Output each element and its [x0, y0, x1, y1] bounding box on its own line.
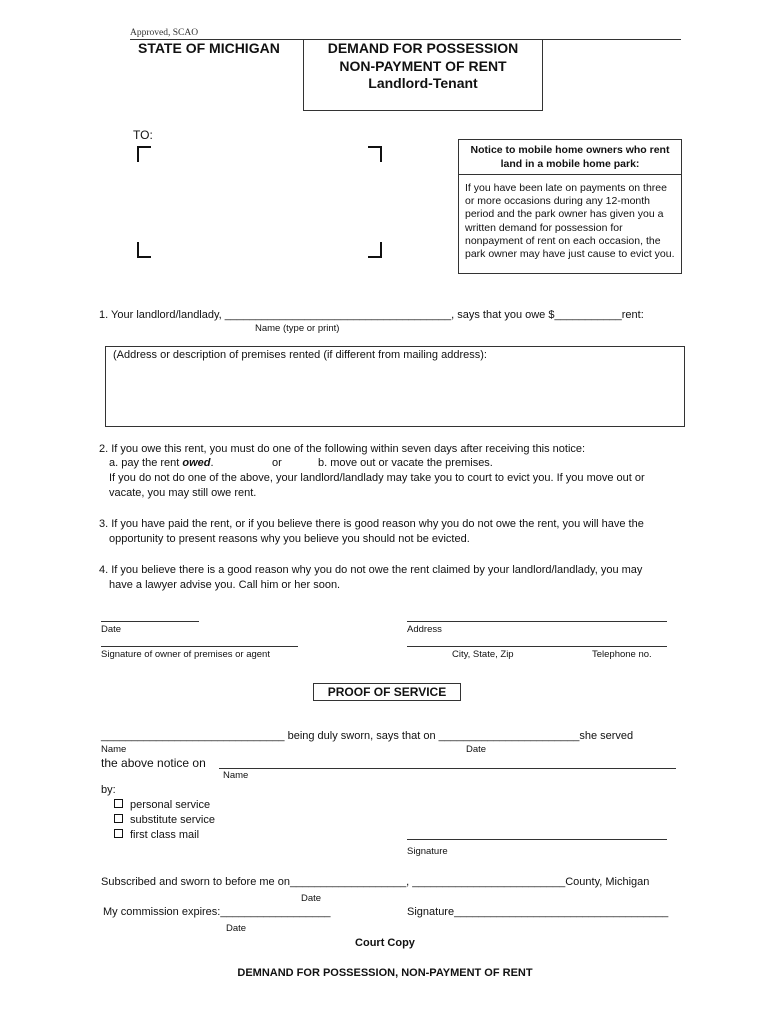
- telephone-caption: Telephone no.: [592, 649, 652, 660]
- header-bottom-rule: [303, 110, 543, 111]
- premises-address-box[interactable]: [105, 346, 685, 427]
- item2-line1: 2. If you owe this rent, you must do one of the following within seven days after receiving this notice:: [99, 443, 586, 455]
- premises-address-label: (Address or description of premises rented (if different from mailing address):: [113, 349, 487, 361]
- item4-line2: have a lawyer advise you. Call him or her soon.: [109, 579, 341, 591]
- item4-line1: 4. If you believe there is a good reason why you do not owe the rent claimed by your landlord/landlady, you may: [99, 564, 643, 576]
- address-window-corner-bl: [137, 242, 151, 258]
- server-signature-caption: Signature: [407, 846, 448, 857]
- method-label: first class mail: [130, 829, 200, 841]
- city-state-zip-caption: City, State, Zip: [452, 649, 514, 660]
- to-label: TO:: [133, 128, 153, 142]
- approval-note: Approved, SCAO: [130, 28, 199, 38]
- item2-line3: If you do not do one of the above, your landlord/landlady may take you to court to evict you. If you move out or: [109, 472, 645, 484]
- notice-divider: [459, 174, 681, 175]
- served-name-line[interactable]: [219, 768, 676, 769]
- court-copy-label: Court Copy: [355, 937, 415, 949]
- notice-body: If you have been late on payments on three or more occasions during any 12-month period and the park owner has given you a written demand for possession for nonpayment of rent on each occasion, the park owner may have just cause to evict you.: [465, 182, 675, 261]
- checkbox-icon[interactable]: [114, 814, 123, 823]
- above-notice-label: the above notice on: [101, 756, 206, 770]
- item2-line4: vacate, you may still owe rent.: [109, 487, 257, 499]
- commission-line: My commission expires:__________________: [103, 906, 331, 918]
- subscribed-date-caption: Date: [301, 893, 322, 904]
- server-signature-line[interactable]: [407, 839, 667, 840]
- form-title-line1: DEMAND FOR POSSESSION: [327, 40, 519, 56]
- form-title-line3: Landlord-Tenant: [368, 75, 478, 91]
- owner-signature-line[interactable]: [101, 646, 298, 647]
- method-first-class-mail[interactable]: [114, 829, 199, 841]
- address-window-corner-tl: [137, 146, 151, 162]
- item3-line1: 3. If you have paid the rent, or if you believe there is good reason why you do not owe the rent, you will have the: [99, 518, 644, 530]
- option-a-owed: owed: [182, 457, 211, 469]
- method-substitute-service[interactable]: [114, 814, 215, 826]
- address-window-corner-tr: [368, 146, 382, 162]
- state-label: STATE OF MICHIGAN: [138, 40, 280, 56]
- item3-line2: opportunity to present reasons why you believe you should not be evicted.: [109, 533, 470, 545]
- option-a-dot: .: [210, 457, 214, 469]
- notice-heading: Notice to mobile home owners who rent land in a mobile home park:: [470, 144, 670, 170]
- server-name-caption: Name: [101, 744, 127, 755]
- checkbox-icon[interactable]: [114, 799, 123, 808]
- item2-or: or: [272, 457, 282, 469]
- subscribed-line: Subscribed and sworn to before me on___________________, _________________________County, Michigan: [101, 876, 650, 888]
- form-title-line2: NON-PAYMENT OF RENT: [339, 58, 507, 74]
- served-name-caption: Name: [223, 770, 249, 781]
- service-date-caption: Date: [466, 744, 487, 755]
- option-a-text: a. pay the rent: [109, 457, 183, 469]
- city-phone-line[interactable]: [407, 646, 667, 647]
- form-footer-title: DEMNAND FOR POSSESSION, NON-PAYMENT OF RENT: [237, 967, 533, 979]
- date-caption: Date: [101, 624, 122, 635]
- owner-signature-caption: Signature of owner of premises or agent: [101, 649, 270, 660]
- item1-text: 1. Your landlord/landlady, _____________________________________, says that you owe $___________rent:: [99, 309, 644, 321]
- mobile-home-notice: [458, 139, 682, 274]
- method-label: personal service: [130, 799, 211, 811]
- sworn-line: ______________________________ being duly sworn, says that on _______________________she served: [101, 730, 634, 742]
- method-label: substitute service: [130, 814, 215, 826]
- proof-of-service-title: PROOF OF SERVICE: [313, 683, 461, 701]
- address-window-corner-br: [368, 242, 382, 258]
- item2-option-a: [109, 457, 214, 469]
- item2-option-b: b. move out or vacate the premises.: [318, 457, 493, 469]
- address-line[interactable]: [407, 621, 667, 622]
- by-label: by:: [101, 784, 116, 796]
- checkbox-icon[interactable]: [114, 829, 123, 838]
- landlord-name-caption: Name (type or print): [255, 323, 340, 334]
- commission-date-caption: Date: [226, 923, 247, 934]
- date-line[interactable]: [101, 621, 199, 622]
- notary-signature-line: Signature___________________________________: [407, 906, 669, 918]
- method-personal-service[interactable]: [114, 799, 210, 811]
- address-caption: Address: [407, 624, 442, 635]
